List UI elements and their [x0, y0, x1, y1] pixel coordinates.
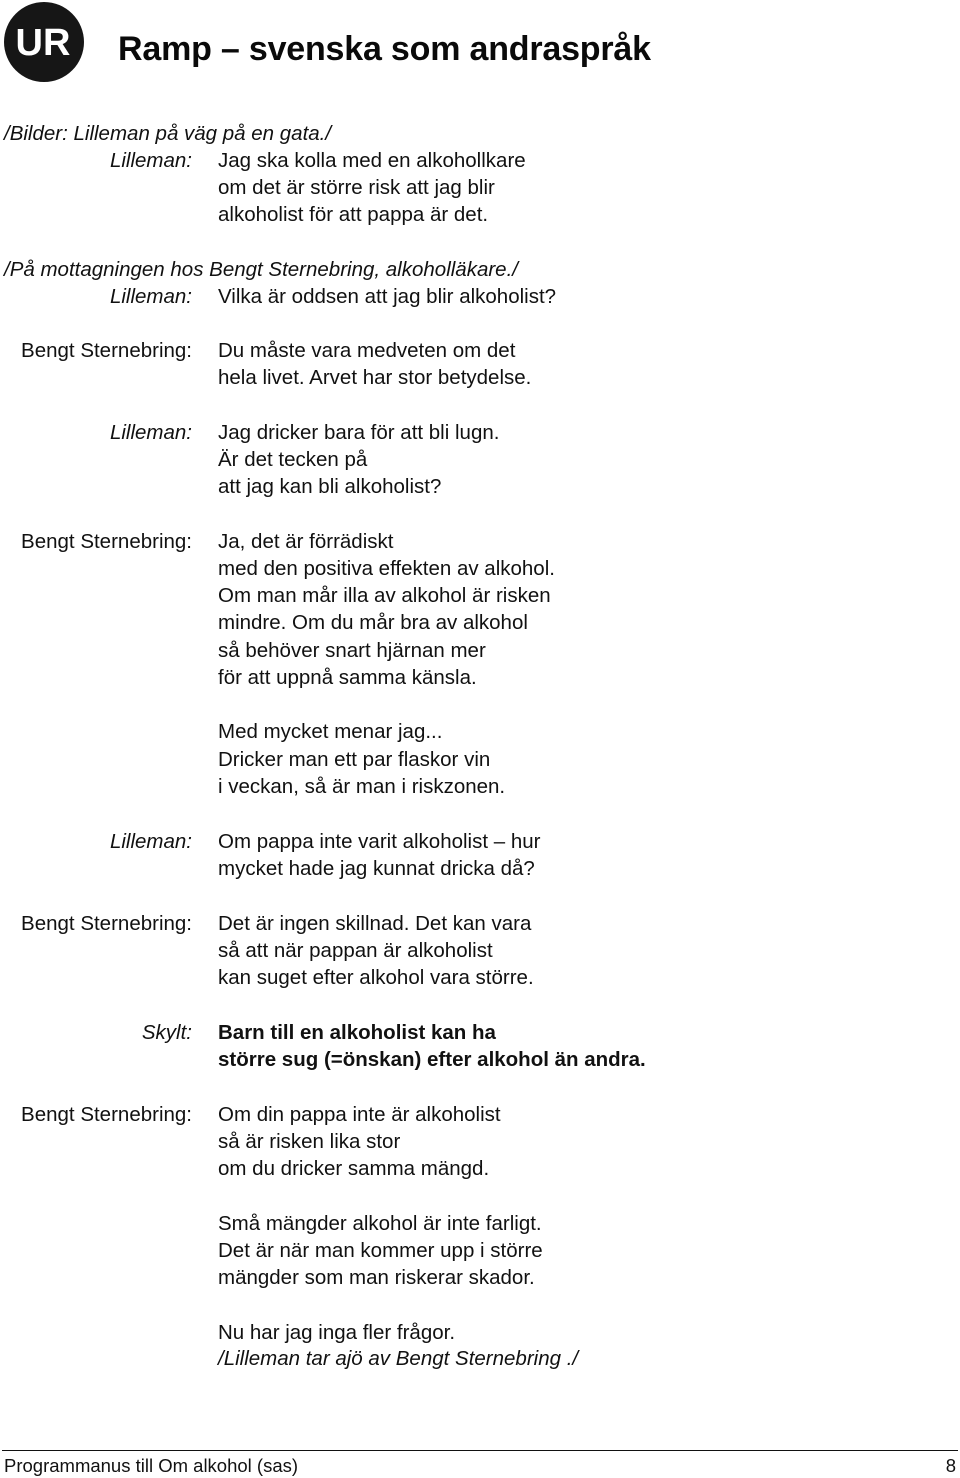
stage-direction: /Bilder: Lilleman på väg på en gata./ — [4, 122, 332, 145]
dialogue-line: Är det tecken på — [218, 448, 368, 471]
dialogue-line: i veckan, så är man i riskzonen. — [218, 775, 506, 798]
speaker-label: Lilleman: — [109, 149, 192, 172]
dialogue-line: mindre. Om du mår bra av alkohol — [218, 611, 528, 634]
dialogue-line: Nu har jag inga fler frågor. — [218, 1321, 456, 1344]
speaker-label: Bengt Sternebring: — [21, 339, 192, 362]
speaker-label: Lilleman: — [109, 830, 192, 853]
dialogue-line: med den positiva effekten av alkohol. — [218, 557, 555, 580]
sign-text: större sug (=önskan) efter alkohol än andra. — [218, 1048, 646, 1071]
dialogue-line: Det är ingen skillnad. Det kan vara — [218, 912, 532, 935]
dialogue-line: så behöver snart hjärnan mer — [218, 639, 486, 662]
dialogue-line: Små mängder alkohol är inte farligt. — [218, 1212, 542, 1235]
stage-direction: /På mottagningen hos Bengt Sternebring, alkoholläkare./ — [4, 258, 518, 281]
dialogue-line: Det är när man kommer upp i större — [218, 1239, 543, 1262]
speaker-label: Skylt: — [141, 1021, 192, 1044]
stage-direction: /Lilleman tar ajö av Bengt Sternebring ./ — [218, 1347, 579, 1370]
document-title: Ramp – svenska som andraspråk — [118, 30, 651, 68]
dialogue-line: alkoholist för att pappa är det. — [218, 203, 489, 226]
dialogue-line: Dricker man ett par flaskor vin — [218, 748, 491, 771]
dialogue-line: Om man mår illa av alkohol är risken — [218, 584, 551, 607]
dialogue-line: mängder som man riskerar skador. — [218, 1266, 535, 1289]
dialogue-line: Vilka är oddsen att jag blir alkoholist? — [218, 285, 557, 308]
dialogue-line: mycket hade jag kunnat dricka då? — [218, 857, 535, 880]
dialogue-line: så att när pappan är alkoholist — [218, 939, 493, 962]
sign-text: Barn till en alkoholist kan ha — [218, 1021, 496, 1044]
dialogue-line: Ja, det är förrädiskt — [218, 530, 394, 553]
dialogue-line: för att uppnå samma känsla. — [218, 666, 477, 689]
speaker-label: Bengt Sternebring: — [21, 530, 192, 553]
logo-text: UR — [15, 22, 71, 64]
dialogue-line: kan suget efter alkohol vara större. — [218, 966, 534, 989]
dialogue-line: om det är större risk att jag blir — [218, 176, 495, 199]
speaker-label: Bengt Sternebring: — [21, 912, 192, 935]
footer-label: Programmanus till Om alkohol (sas) — [4, 1455, 299, 1476]
dialogue-line: Jag dricker bara för att bli lugn. — [218, 421, 500, 444]
dialogue-line: att jag kan bli alkoholist? — [218, 475, 442, 498]
dialogue-line: om du dricker samma mängd. — [218, 1157, 490, 1180]
speaker-label: Lilleman: — [109, 285, 192, 308]
dialogue-line: hela livet. Arvet har stor betydelse. — [218, 366, 532, 389]
dialogue-line: Du måste vara medveten om det — [218, 339, 516, 362]
dialogue-line: Med mycket menar jag... — [218, 720, 443, 743]
speaker-label: Lilleman: — [109, 421, 192, 444]
dialogue-line: Om din pappa inte är alkoholist — [218, 1103, 501, 1126]
dialogue-line: Om pappa inte varit alkoholist – hur — [218, 830, 541, 853]
footer-divider — [2, 1450, 958, 1451]
speaker-label: Bengt Sternebring: — [21, 1103, 192, 1126]
dialogue-line: så är risken lika stor — [218, 1130, 401, 1153]
page-number: 8 — [945, 1455, 956, 1476]
dialogue-line: Jag ska kolla med en alkohollkare — [218, 149, 526, 172]
page-footer — [0, 1450, 960, 1476]
